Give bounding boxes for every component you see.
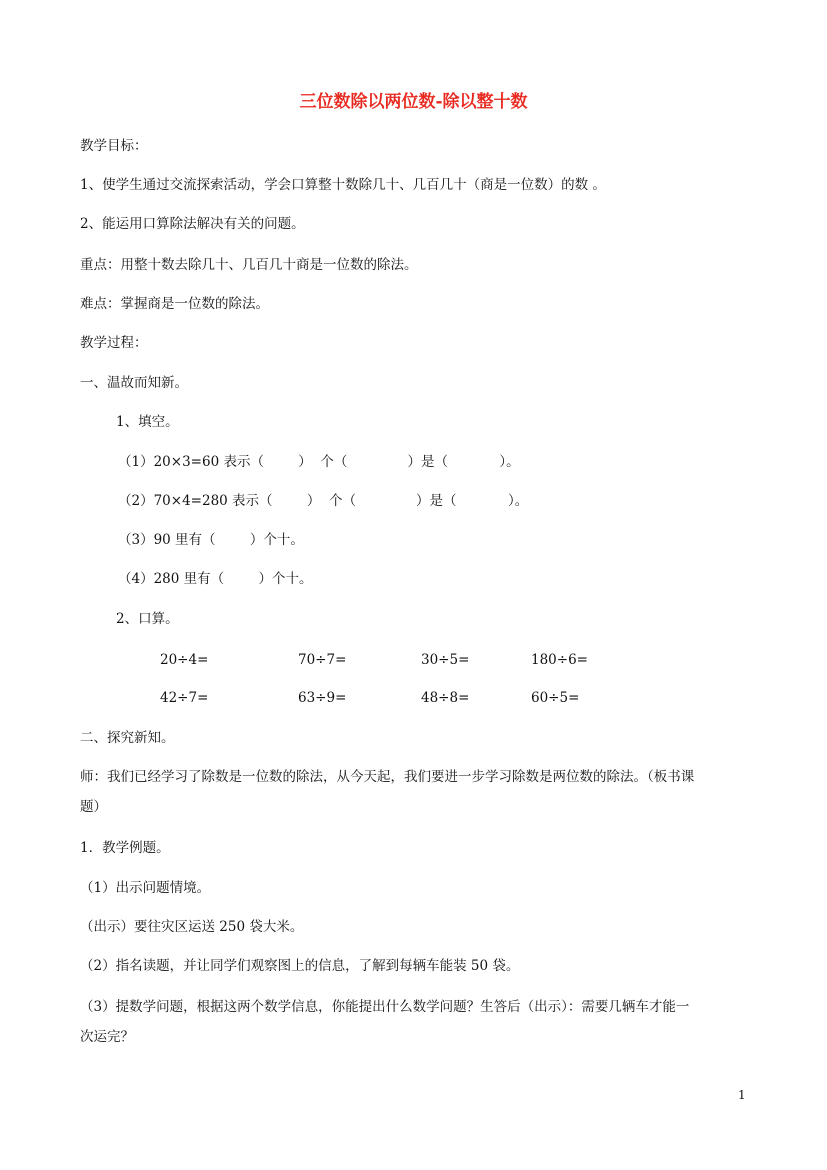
section-1-heading: 一、温故而知新。 [80,375,188,391]
oral-calc-item: 70÷7= [298,652,347,668]
fill-item-1: （1）20×3=60 表示（ ） 个（ ）是（ ）。 [118,454,520,470]
fill-item-4: （4）280 里有（ ）个十。 [118,571,313,587]
oral-calc-item: 30÷5= [421,652,470,668]
page-number: 1 [738,1088,746,1102]
process-heading: 教学过程： [80,335,148,351]
oral-heading: 2、口算。 [116,611,179,627]
oral-calc-item: 63÷9= [298,690,347,706]
show-text: （出示）要往灾区运送 250 袋大米。 [80,919,304,935]
teacher-line-2: 题） [80,799,107,815]
step-3-line-1: （3）提数学问题，根据这两个数学信息，你能提出什么数学问题？生答后（出示）：需要几辆车才能一 [80,999,690,1015]
example-heading: 1．教学例题。 [80,840,170,856]
fill-heading: 1、填空。 [116,414,179,430]
goal-1: 1、使学生通过交流探索活动，学会口算整十数除几十、几百几十（商是一位数）的数 。 [80,177,606,193]
oral-calc-item: 42÷7= [160,690,209,706]
fill-item-3: （3）90 里有（ ）个十。 [118,532,304,548]
page-title: 三位数除以两位数-除以整十数 [299,92,528,112]
goal-2: 2、能运用口算除法解决有关的问题。 [80,216,305,232]
difficulty: 难点：掌握商是一位数的除法。 [80,296,269,312]
fill-item-2: （2）70×4=280 表示（ ） 个（ ）是（ ）。 [118,493,529,509]
teacher-line-1: 师：我们已经学习了除数是一位数的除法，从今天起，我们要进一步学习除数是两位数的除法。（板书课 [80,769,695,785]
key-point: 重点：用整十数去除几十、几百几十商是一位数的除法。 [80,257,418,273]
step-1: （1）出示问题情境。 [80,880,211,896]
oral-calc-item: 20÷4= [160,652,209,668]
step-3-line-2: 次运完？ [80,1029,134,1045]
goals-heading: 教学目标： [80,138,148,154]
section-2-heading: 二、探究新知。 [80,730,175,746]
oral-calc-item: 180÷6= [531,652,588,668]
oral-calc-item: 60÷5= [531,690,580,706]
oral-calc-item: 48÷8= [421,690,470,706]
step-2: （2）指名读题，并让同学们观察图上的信息，了解到每辆车能装 50 袋。 [80,958,520,974]
